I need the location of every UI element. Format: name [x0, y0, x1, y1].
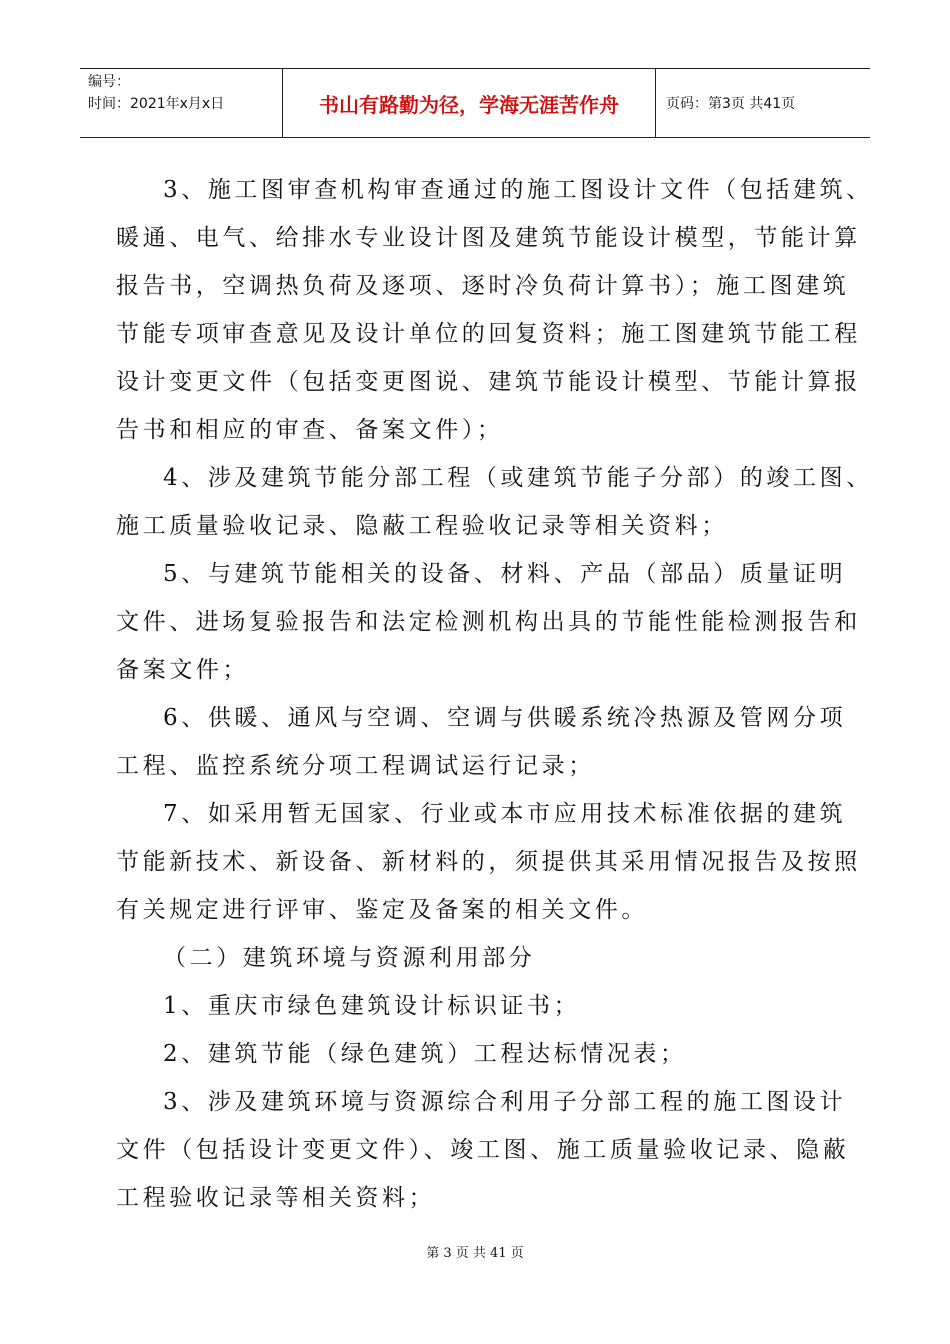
body-line: 6、供暖、通风与空调、空调与供暖系统冷热源及管网分项 — [163, 705, 847, 731]
body-line: 文件（包括设计变更文件）、竣工图、施工质量验收记录、隐蔽 — [116, 1137, 850, 1163]
body-line: 有关规定进行评审、鉴定及备案的相关文件。 — [116, 897, 648, 923]
document-number-label: 编号： — [88, 74, 130, 90]
header-page-number: 页码：第3页 共41页 — [666, 96, 796, 112]
body-line: 告书和相应的审查、备案文件）； — [116, 417, 504, 443]
body-line: 7、如采用暂无国家、行业或本市应用技术标准依据的建筑 — [163, 801, 847, 827]
page-footer: 第 3 页 共 41 页 — [426, 1246, 524, 1261]
section-heading: （二）建筑环境与资源利用部分 — [163, 945, 536, 971]
body-line: 2、建筑节能（绿色建筑）工程达标情况表； — [163, 1041, 687, 1067]
header-meta — [80, 69, 283, 137]
body-line: 节能专项审查意见及设计单位的回复资料；施工图建筑节能工程 — [116, 321, 861, 347]
body-line: 4、涉及建筑节能分部工程（或建筑节能子分部）的竣工图、 — [163, 465, 873, 491]
body-line: 报告书，空调热负荷及逐项、逐时冷负荷计算书）；施工图建筑 — [116, 273, 850, 299]
body-line: 节能新技术、新设备、新材料的，须提供其采用情况报告及按照 — [116, 849, 861, 875]
document-date: 时间：2021年x月x日 — [88, 96, 225, 112]
body-line: 工程验收记录等相关资料； — [116, 1185, 436, 1211]
body-line: 1、重庆市绿色建筑设计标识证书； — [163, 993, 581, 1019]
body-line: 备案文件； — [116, 657, 249, 683]
body-line: 施工质量验收记录、隐蔽工程验收记录等相关资料； — [116, 513, 728, 539]
body-line: 文件、进场复验报告和法定检测机构出具的节能性能检测报告和 — [116, 609, 861, 635]
body-line: 设计变更文件（包括变更图说、建筑节能设计模型、节能计算报 — [116, 369, 861, 395]
body-line: 5、与建筑节能相关的设备、材料、产品（部品）质量证明 — [163, 561, 847, 587]
body-line: 3、施工图审查机构审查通过的施工图设计文件（包括建筑、 — [163, 177, 873, 203]
body-line: 暖通、电气、给排水专业设计图及建筑节能设计模型，节能计算 — [116, 225, 861, 251]
page-header — [80, 68, 870, 138]
document-body — [116, 166, 873, 1222]
body-line: 3、涉及建筑环境与资源综合利用子分部工程的施工图设计 — [163, 1089, 847, 1115]
body-line: 工程、监控系统分项工程调试运行记录； — [116, 753, 595, 779]
header-motto: 书山有路勤为径，学海无涯苦作舟 — [283, 69, 656, 137]
